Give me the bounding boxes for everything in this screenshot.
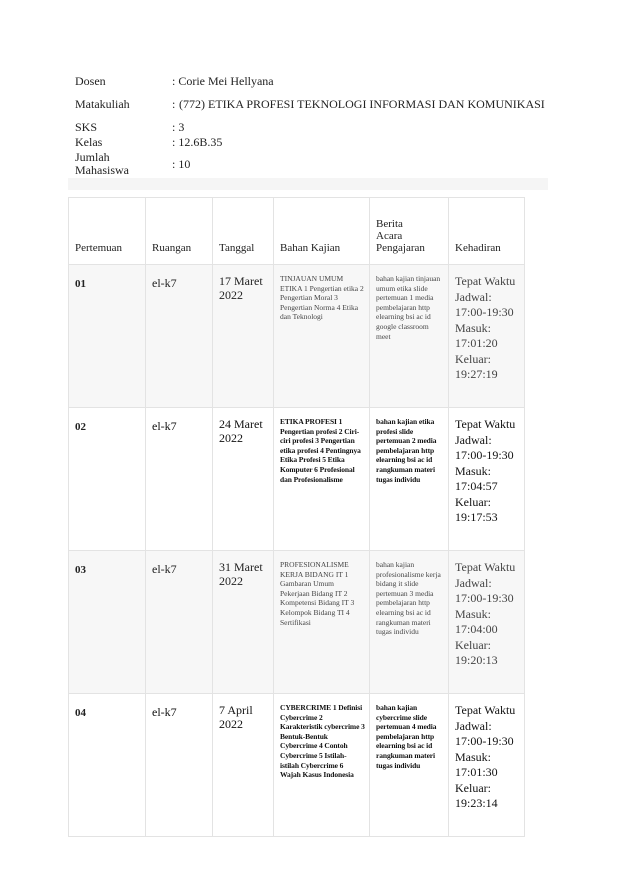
bahan-kajian-cell: TINJAUAN UMUM ETIKA 1 Pengertian etika 2 Pengertian Moral 3 Pengertian Norma 4 Etika dan Teknologi <box>280 274 364 322</box>
col-ruangan: Ruangan <box>146 198 213 265</box>
sks-row <box>75 119 545 135</box>
pertemuan-cell: 03 <box>75 564 86 576</box>
dosen-label: Dosen <box>75 73 106 88</box>
kehadiran-cell: Tepat Waktu Jadwal: 17:00-19:30 Masuk: 17:04:00 Keluar: 19:20:13 <box>455 560 516 667</box>
matakuliah-value: (772) ETIKA PROFESI TEKNOLOGI INFORMASI DAN KOMUNIKASI <box>179 96 545 111</box>
berita-acara-cell: bahan kajian profesionalisme kerja bidang it slide pertemuan 3 media pembelajaran http elearning bsi ac id rangkuman materi tugas individu <box>376 560 441 637</box>
col-kehadiran: Kehadiran <box>449 198 525 265</box>
berita-acara-cell: bahan kajian cybercrime slide pertemuan 4 media pembelajaran http elearning bsi ac id rangkuman materi tugas individu <box>376 703 437 770</box>
bahan-kajian-cell: ETIKA PROFESI 1 Pengertian profesi 2 Ciri-ciri profesi 3 Pengertian etika profesi 4 Pentingnya Etika Profesi 5 Etika Komputer 6 Profesional dan Profesionalisme <box>280 417 361 484</box>
dosen-row <box>75 73 545 89</box>
jumlah-value: : 10 <box>172 156 191 171</box>
berita-acara-cell: bahan kajian tinjauan umum etika slide pertemuan 1 media pembelajaran http elearning bsi ac id google classroom meet <box>376 274 441 341</box>
bahan-kajian-cell: CYBERCRIME 1 Definisi Cybercrime 2 Karakteristik cybercrime 3 Bentuk-Bentuk Cybercrime 4 Contoh Cybercrime 5 Istilah-istilah Cybercrime 6 Wajah Kasus Indonesia <box>280 703 365 780</box>
table-header-row <box>69 198 525 265</box>
col-berita-acara <box>370 198 449 265</box>
sks-value: : 3 <box>172 119 185 134</box>
jumlah-label: Jumlah Mahasiswa <box>75 150 129 177</box>
pertemuan-cell: 01 <box>75 278 86 290</box>
kelas-value: : 12.6B.35 <box>172 135 223 149</box>
col-tanggal: Tanggal <box>213 198 274 265</box>
ruangan-cell: el-k7 <box>152 276 177 290</box>
table-row <box>69 408 525 551</box>
tanggal-cell: 17 Maret 2022 <box>219 274 263 302</box>
col-bahan-kajian: Bahan Kajian <box>274 198 370 265</box>
course-info <box>75 73 545 178</box>
sks-label: SKS <box>75 119 98 134</box>
kelas-label: Kelas <box>75 135 103 149</box>
tanggal-cell: 7 April 2022 <box>219 703 253 731</box>
kelas-row <box>75 135 545 150</box>
pertemuan-cell: 02 <box>75 421 86 433</box>
tanggal-cell: 31 Maret 2022 <box>219 560 263 588</box>
jumlah-row <box>75 150 545 178</box>
attendance-table <box>68 197 525 837</box>
kehadiran-cell: Tepat Waktu Jadwal: 17:00-19:30 Masuk: 17:01:20 Keluar: 19:27:19 <box>455 274 516 381</box>
kehadiran-cell: Tepat Waktu Jadwal: 17:00-19:30 Masuk: 17:01:30 Keluar: 19:23:14 <box>455 703 516 810</box>
bahan-kajian-cell: PROFESIONALISME KERJA BIDANG IT 1 Gambaran Umum Pekerjaan Bidang IT 2 Kompetensi Bidang IT 3 Kelompok Bidang TI 4 Sertifikasi <box>280 560 355 627</box>
col-pertemuan: Pertemuan <box>69 198 146 265</box>
dosen-value: : Corie Mei Hellyana <box>172 73 274 88</box>
matakuliah-row <box>75 89 545 119</box>
berita-acara-cell: bahan kajian etika profesi slide pertemuan 2 media pembelajaran http elearning bsi ac id rangkuman materi tugas individu <box>376 417 437 484</box>
table-row <box>69 265 525 408</box>
matakuliah-colon: : <box>172 96 176 111</box>
matakuliah-label: Matakuliah <box>75 96 130 111</box>
ruangan-cell: el-k7 <box>152 705 177 719</box>
table-row <box>69 551 525 694</box>
tanggal-cell: 24 Maret 2022 <box>219 417 263 445</box>
ruangan-cell: el-k7 <box>152 419 177 433</box>
kehadiran-cell: Tepat Waktu Jadwal: 17:00-19:30 Masuk: 17:04:57 Keluar: 19:17:53 <box>455 417 516 524</box>
pertemuan-cell: 04 <box>75 707 86 719</box>
section-divider <box>68 178 548 190</box>
ruangan-cell: el-k7 <box>152 562 177 576</box>
col-berita-acara-label: Berita Acara Pengajaran <box>376 218 425 254</box>
table-row <box>69 694 525 837</box>
